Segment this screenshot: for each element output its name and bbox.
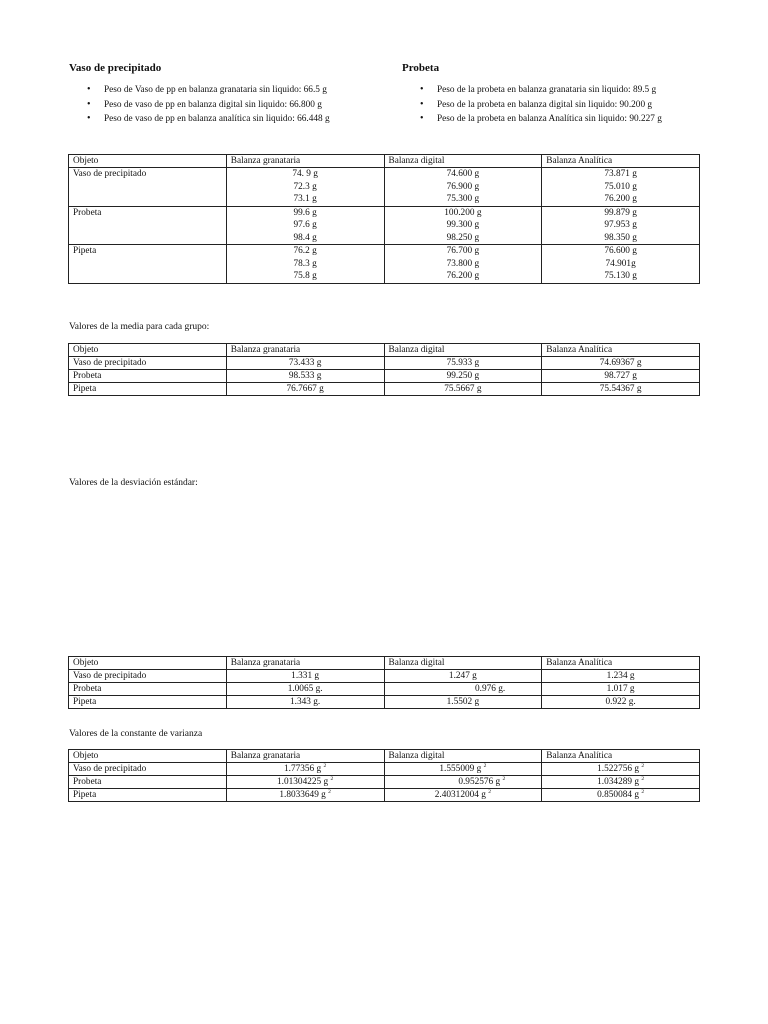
cell-analitica: 1.034289 g $^2$ <box>542 776 700 789</box>
col-header-analitica: Balanza Analítica <box>542 750 700 763</box>
col-header-granataria: Balanza granataria <box>226 750 384 763</box>
cell-digital: 75.933 g <box>384 357 542 370</box>
cell-analitica: 75.54367 g <box>542 383 700 396</box>
cell-granataria: 98.533 g <box>226 370 384 383</box>
table-header-row <box>69 657 700 670</box>
cell-analitica: 74.69367 g <box>542 357 700 370</box>
table-row <box>69 383 700 396</box>
table-row <box>69 670 700 683</box>
list-item: • Peso de vaso de pp en balanza analítica sin liquido: 66.448 g <box>87 112 330 127</box>
std-dev-table <box>68 656 700 709</box>
col-header-granataria: Balanza granataria <box>226 155 384 168</box>
cell-digital: 76.700 g 73.800 g 76.200 g <box>384 245 542 284</box>
cell-digital: 100.200 g 99.300 g 98.250 g <box>384 206 542 245</box>
table-row <box>69 683 700 696</box>
means-table <box>68 343 700 396</box>
list-item: • Peso de la probeta en balanza digital sin liquido: 90.200 g <box>420 98 662 113</box>
cell-granataria: 1.331 g <box>226 670 384 683</box>
col-header-granataria: Balanza granataria <box>226 657 384 670</box>
cell-granataria: 76.7667 g <box>226 383 384 396</box>
cell-analitica: 76.600 g 74.901g 75.130 g <box>542 245 700 284</box>
table-row <box>69 776 700 789</box>
cell-analitica: 99.879 g 97.953 g 98.350 g <box>542 206 700 245</box>
list-item: • Peso de Vaso de pp en balanza granataria sin liquido: 66.5 g <box>87 83 330 98</box>
table-row <box>69 696 700 709</box>
row-label: Pipeta <box>69 789 227 802</box>
cell-granataria: 74. 9 g 72.3 g 73.1 g <box>226 168 384 207</box>
row-label: Probeta <box>69 683 227 696</box>
col-header-analitica: Balanza Analítica <box>542 344 700 357</box>
table-row <box>69 168 700 207</box>
col-header-digital: Balanza digital <box>384 657 542 670</box>
cell-analitica: 98.727 g <box>542 370 700 383</box>
row-label: Vaso de precipitado <box>69 763 227 776</box>
table-row <box>69 370 700 383</box>
cell-digital: 1.247 g <box>384 670 542 683</box>
cell-analitica: 0.922 g. <box>542 696 700 709</box>
variance-table <box>68 749 700 802</box>
col-header-objeto: Objeto <box>69 657 227 670</box>
cell-granataria: 1.343 g. <box>226 696 384 709</box>
table-row <box>69 206 700 245</box>
row-label: Pipeta <box>69 696 227 709</box>
cell-digital: 99.250 g <box>384 370 542 383</box>
row-label: Probeta <box>69 776 227 789</box>
bullet-list-probeta <box>420 83 662 127</box>
row-label: Vaso de precipitado <box>69 670 227 683</box>
col-header-analitica: Balanza Analítica <box>542 155 700 168</box>
cell-analitica: 1.234 g <box>542 670 700 683</box>
cell-digital: 0.976 g. <box>384 683 542 696</box>
row-label: Pipeta <box>69 245 227 284</box>
cell-granataria: 1.8033649 g $^2$ <box>226 789 384 802</box>
cell-granataria: 76.2 g 78.3 g 75.8 g <box>226 245 384 284</box>
cell-granataria: 1.01304225 g $^2$ <box>226 776 384 789</box>
cell-digital: 1.555009 g $^2$ <box>384 763 542 776</box>
cell-analitica: 0.850084 g $^2$ <box>542 789 700 802</box>
row-label: Pipeta <box>69 383 227 396</box>
col-header-digital: Balanza digital <box>384 155 542 168</box>
row-label: Vaso de precipitado <box>69 357 227 370</box>
col-header-analitica: Balanza Analítica <box>542 657 700 670</box>
col-header-objeto: Objeto <box>69 155 227 168</box>
cell-analitica: 73.871 g 75.010 g 76.200 g <box>542 168 700 207</box>
table-row <box>69 357 700 370</box>
list-item: • Peso de la probeta en balanza granataria sin liquido: 89.5 g <box>420 83 662 98</box>
cell-granataria: 73.433 g <box>226 357 384 370</box>
heading-probeta: Probeta <box>402 62 440 74</box>
col-header-granataria: Balanza granataria <box>226 344 384 357</box>
row-label: Probeta <box>69 370 227 383</box>
col-header-digital: Balanza digital <box>384 344 542 357</box>
col-header-objeto: Objeto <box>69 750 227 763</box>
cell-analitica: 1.522756 g $^2$ <box>542 763 700 776</box>
cell-digital: 75.5667 g <box>384 383 542 396</box>
list-item: • Peso de la probeta en balanza Analítica sin liquido: 90.227 g <box>420 112 662 127</box>
cell-digital: 74.600 g 76.900 g 75.300 g <box>384 168 542 207</box>
col-header-digital: Balanza digital <box>384 750 542 763</box>
row-label: Vaso de precipitado <box>69 168 227 207</box>
col-header-objeto: Objeto <box>69 344 227 357</box>
cell-granataria: 1.77356 g $^2$ <box>226 763 384 776</box>
caption-desviacion: Valores de la desviación estándar: <box>69 478 198 488</box>
table-row <box>69 763 700 776</box>
cell-granataria: 99.6 g 97.6 g 98.4 g <box>226 206 384 245</box>
cell-digital: 1.5502 g <box>384 696 542 709</box>
table-header-row <box>69 344 700 357</box>
measurements-table <box>68 154 700 284</box>
heading-vaso: Vaso de precipitado <box>69 62 162 74</box>
table-row <box>69 245 700 284</box>
caption-varianza: Valores de la constante de varianza <box>69 729 203 739</box>
table-header-row <box>69 155 700 168</box>
list-item: • Peso de vaso de pp en balanza digital sin liquido: 66.800 g <box>87 98 330 113</box>
table-row <box>69 789 700 802</box>
bullet-list-vaso <box>87 83 330 127</box>
cell-analitica: 1.017 g <box>542 683 700 696</box>
cell-digital: 2.40312004 g $^2$ <box>384 789 542 802</box>
row-label: Probeta <box>69 206 227 245</box>
table-header-row <box>69 750 700 763</box>
caption-media: Valores de la media para cada grupo: <box>69 322 210 332</box>
cell-granataria: 1.0065 g. <box>226 683 384 696</box>
cell-digital: 0.952576 g $^2$ <box>384 776 542 789</box>
